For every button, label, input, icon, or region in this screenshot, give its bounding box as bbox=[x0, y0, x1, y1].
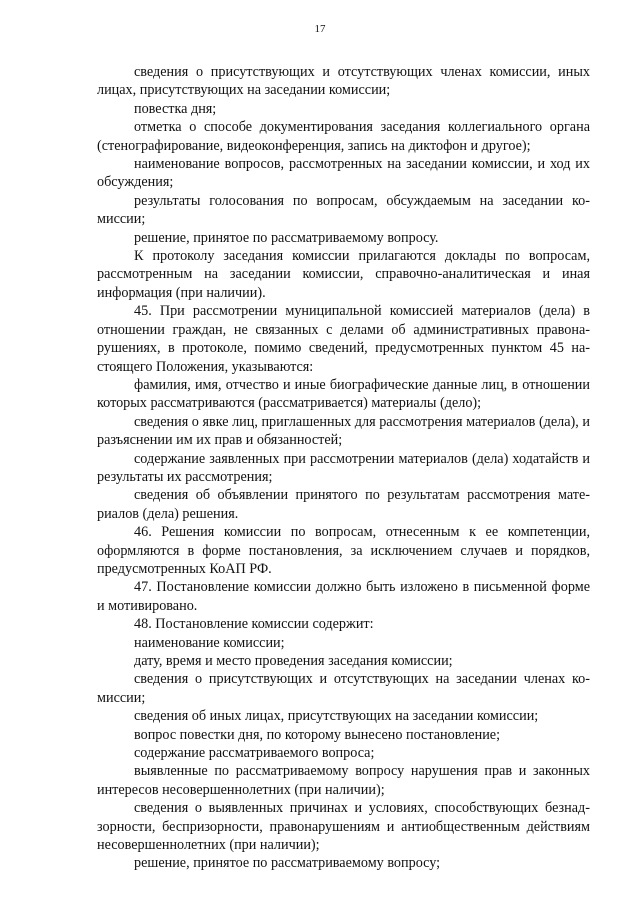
paragraph: повестка дня; bbox=[134, 100, 217, 117]
paragraph: результаты голосования по вопросам, обсуждаемым на заседании комиссии; bbox=[97, 192, 590, 228]
paragraph: 46. Решения комиссии по вопросам, отнесенным к ее компетенции, оформляются в форме постановления, за исключением случаев и порядков, предусмотренных КоАП РФ. bbox=[97, 524, 590, 577]
paragraph: 48. Постановление комиссии содержит: bbox=[134, 616, 374, 633]
paragraph: наименование комиссии; bbox=[134, 634, 285, 651]
paragraph: вопрос повестки дня, по которому вынесено постановление; bbox=[134, 726, 501, 743]
paragraph: сведения о присутствующих и отсутствующих на заседании членах комиссии; bbox=[97, 671, 590, 706]
paragraph: сведения об иных лицах, присутствующих на заседании комиссии; bbox=[134, 708, 539, 725]
paragraph: сведения о явке лиц, приглашенных для рассмотрения материалов (дела), и разъяснении им их прав и обязанностей; bbox=[97, 413, 590, 449]
paragraph: дату, время и место проведения заседания комиссии; bbox=[134, 653, 453, 669]
paragraph: решение, принятое по рассматриваемому вопросу. bbox=[134, 229, 439, 246]
paragraph: фамилия, имя, отчество и иные биографические данные лиц, в отношении которых рассматриваются (рассматривается) материалы (дело); bbox=[97, 376, 590, 412]
paragraph: сведения об объявлении принятого по результатам рассмотрения материалов (дела) решения. bbox=[97, 487, 590, 522]
paragraph: отметка о способе документирования заседания коллегиального органа (стенографирование, видеоконференция, запись на диктофон и другое); bbox=[97, 119, 590, 154]
paragraph: сведения о присутствующих и отсутствующих членах комиссии, иных лицах, присутствующих на заседании комиссии; bbox=[97, 64, 590, 99]
paragraph: содержание заявленных при рассмотрении материалов (дела) ходатайств и результаты их рассмотрения; bbox=[97, 450, 590, 485]
document-body bbox=[97, 63, 590, 873]
paragraph: К протоколу заседания комиссии прилагаются доклады по вопросам, рассмотренным на заседании комиссии, справочно-аналитическая и иная информация (при наличии). bbox=[97, 248, 590, 301]
page-number: 17 bbox=[314, 23, 326, 35]
paragraph: 45. При рассмотрении муниципальной комиссией материалов (дела) в отношении граждан, не связанных с делами об административных правонарушениях, в протоколе, помимо сведений, предусмотренных пунктом 45 настоящего Положения, указываются: bbox=[97, 303, 590, 375]
paragraph: 47. Постановление комиссии должно быть изложено в письменной форме и мотивировано. bbox=[97, 579, 590, 614]
paragraph: выявленные по рассматриваемому вопросу нарушения прав и законных интересов несовершеннолетних (при наличии); bbox=[97, 763, 590, 798]
paragraph: наименование вопросов, рассмотренных на заседании комиссии, и ход их обсуждения; bbox=[97, 156, 590, 191]
paragraph: сведения о выявленных причинах и условиях, способствующих безнадзорности, беспризорности, правонарушениям и антиобщественным действиям несовершеннолетних (при наличии); bbox=[97, 800, 590, 854]
paragraph: содержание рассматриваемого вопроса; bbox=[134, 745, 375, 762]
paragraph: решение, принятое по рассматриваемому вопросу; bbox=[134, 855, 441, 872]
